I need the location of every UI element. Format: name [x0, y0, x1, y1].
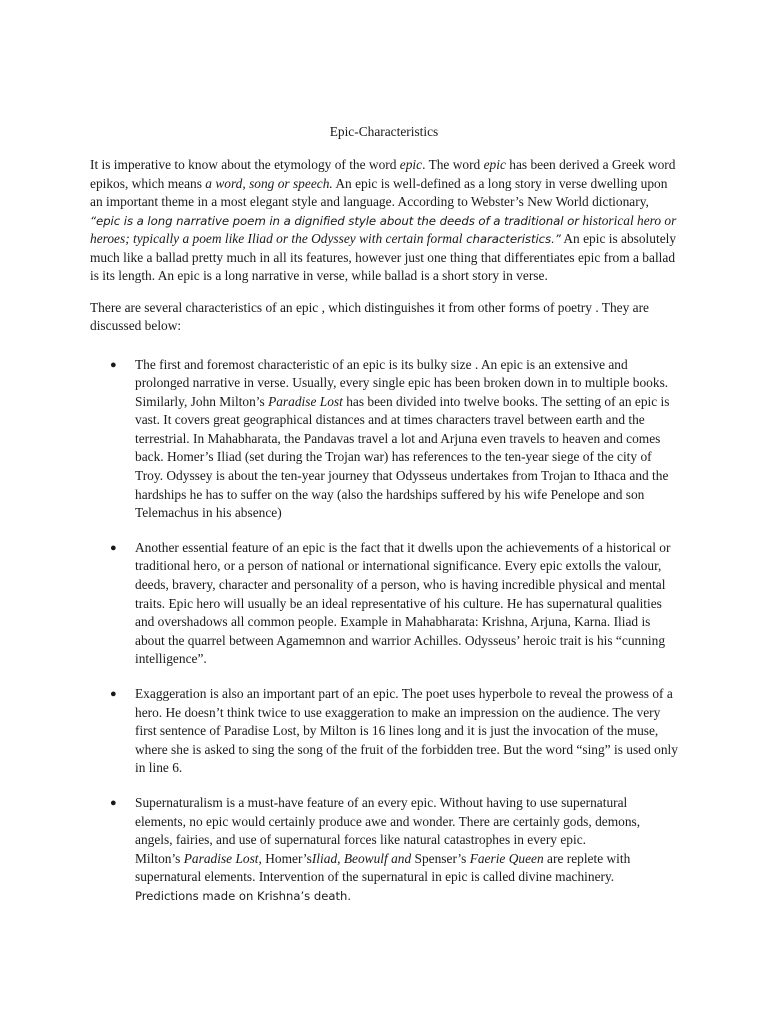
text-run: Exaggeration is also an important part of an epic. The poet uses hyperbole to reveal the prowess of a hero. He doesn’t think twice to use exaggeration to make an impression on the audience. The very first sentence of Paradise Lost, by Milton is 16 lines long and it is just the invocation of the muse, where she is asked to sing the song of the fruit of the forbidden tree. But the word “sing” is used only in line 6. — [135, 686, 678, 776]
dictionary-quote: “epic is a long narrative poem in a dignified style about the deeds of a traditional or — [90, 213, 579, 228]
text-run: Milton’s — [135, 850, 184, 866]
italic-term: epic — [399, 157, 423, 172]
text-run: Homer’s — [261, 850, 312, 866]
characteristics-list — [90, 356, 678, 906]
text-run: has been derived a Greek word epikos, which means — [90, 157, 676, 191]
bullet-icon: ● — [110, 541, 117, 554]
text-run: has been divided into twelve books. The setting of an epic is vast. It covers great geographical distances and at times characters travel between earth and the terrestrial. In Mahabharata, the Pandavas travel a lot and Arjuna even travels to heaven and comes back. Homer’s Iliad (set during the Trojan war) has references to the ten-year siege of the city of Troy. Odyssey is about the ten-year journey that Odysseus undertakes from Trojan to Ithaca and the hardships he has to suffer on the way (also the hardships suffered by his wife Penelope and son Telemachus in his absence) — [135, 393, 670, 521]
text-run: An epic is absolutely much like a ballad pretty much in all its features, however just one thing that differentiates epic from a ballad is its length. An epic is a long narrative in verse, while ballad is a short story in verse. — [90, 231, 677, 283]
italic-title: Paradise Lost — [268, 393, 343, 409]
italic-term: a word, song or speech. — [205, 175, 333, 191]
bullet-icon: ● — [110, 358, 117, 371]
document-title: Epic-Characteristics — [329, 124, 439, 139]
text-run: Spenser’s — [411, 850, 470, 866]
dictionary-quote-cont: historical hero or heroes; typically a poem like Iliad or the Odyssey with certain formal — [90, 212, 677, 246]
text-run: Supernaturalism is a must-have feature of an every epic. Without having to use supernatural elements, no epic would certainly produce awe and wonder. There are certainly gods, demons, angels, fairies, and use of supernatural forces like natural catastrophes in every epic. — [135, 794, 641, 848]
italic-title: Iliad, Beowulf and — [311, 850, 412, 866]
list-item — [90, 356, 678, 523]
text-run: The first and foremost characteristic of an epic is its bulky size . An epic is an extensive and prolonged narrative in verse. Usually, every single epic has been broken down in to multiple books. Similarly, John Milton’s — [135, 356, 669, 409]
text-run: . The word — [422, 157, 484, 172]
text-run: Another essential feature of an epic is the fact that it dwells upon the achievements of a historical or traditional hero, or a person of national or international significance. Every epic extolls the valour, deeds, bravery, character and personality of a person, who is having incredible physical and mental traits. Epic hero will usually be an ideal representative of his culture. He has supernatural qualities and overshadows all common people. Example in Mahabharata: Krishna, Arjuna, Karna. Iliad is about the quarrel between Agamemnon and warrior Achilles. Odysseus’ heroic trait is his “cunning intelligence”. — [135, 539, 671, 667]
bullet-icon: ● — [110, 796, 117, 809]
list-item — [90, 685, 678, 778]
text-run: It is imperative to know about the etymology of the word — [90, 157, 400, 172]
text-run: Predictions made on Krishna’s death. — [135, 888, 352, 903]
text-run: are replete with supernatural elements. Intervention of the supernatural in epic is called divine machinery. — [135, 850, 631, 885]
list-item — [90, 794, 678, 906]
italic-title: Paradise Lost, — [183, 850, 262, 866]
text-run: An epic is well-defined as a long story in verse dwelling upon an important theme in a most elegant style and language. According to Webster’s New World dictionary, — [90, 175, 668, 209]
characteristics-intro: There are several characteristics of an epic , which distinguishes it from other forms of poetry . They are discussed below: — [90, 299, 649, 333]
list-item — [90, 539, 678, 669]
italic-title: Faerie Queen — [469, 850, 544, 866]
bullet-icon: ● — [110, 688, 117, 700]
italic-term: epic — [483, 157, 506, 172]
intro-paragraph — [90, 156, 678, 286]
dictionary-quote-end: characteristics.” — [462, 232, 561, 246]
